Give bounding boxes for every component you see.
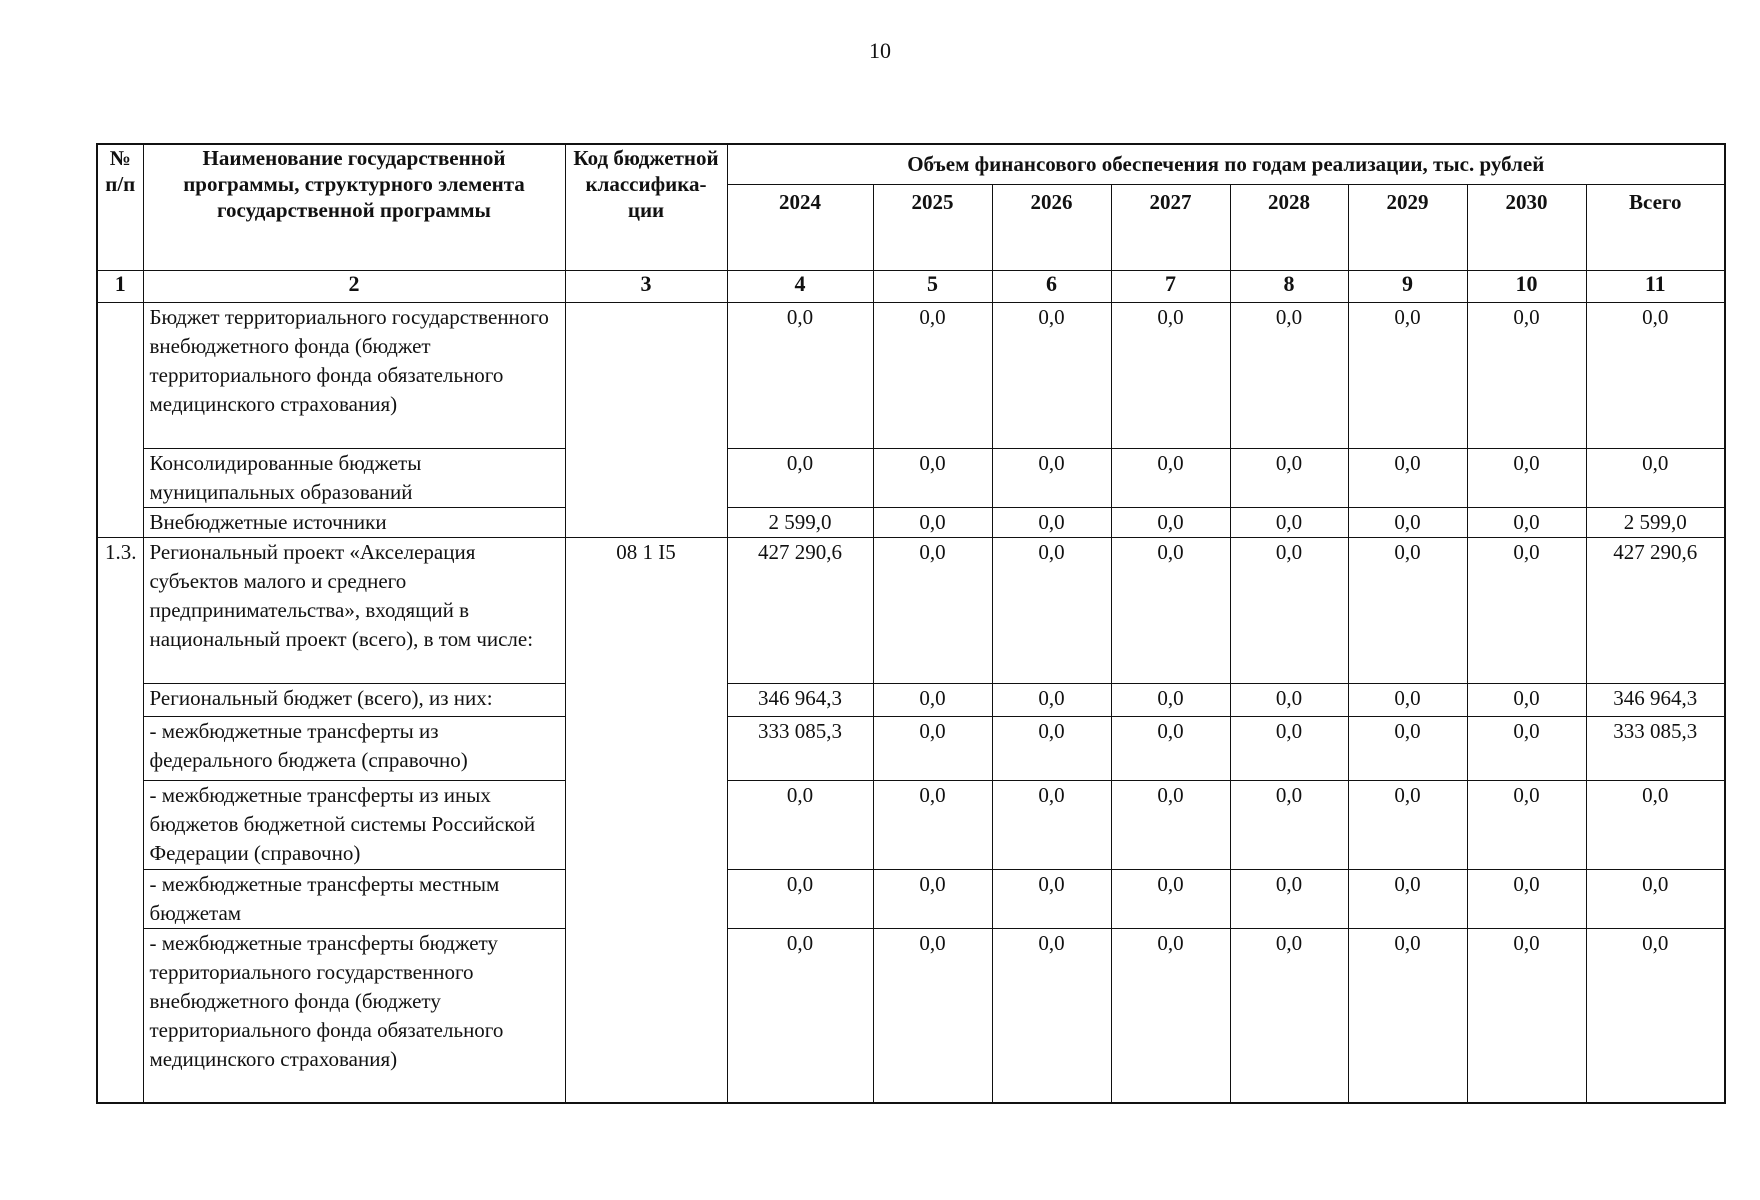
value-cell: 0,0: [1586, 780, 1725, 869]
value-cell: 0,0: [727, 448, 873, 507]
value-cell: 0,0: [873, 780, 992, 869]
table-row: [97, 448, 1725, 507]
value-cell: 0,0: [992, 448, 1111, 507]
value-cell: 0,0: [1111, 683, 1230, 716]
table-row: [97, 507, 1725, 537]
value-cell: 0,0: [1111, 302, 1230, 448]
value-cell: 0,0: [1230, 302, 1348, 448]
value-cell: 0,0: [992, 716, 1111, 780]
column-number: 6: [992, 270, 1111, 302]
row-name: - межбюджетные трансферты из федерального бюджета (справочно): [143, 716, 565, 780]
value-cell: 0,0: [992, 683, 1111, 716]
column-number: 7: [1111, 270, 1230, 302]
value-cell: 333 085,3: [727, 716, 873, 780]
header-year: 2030: [1467, 184, 1586, 270]
row-code-cell: [565, 302, 727, 537]
value-cell: 0,0: [1230, 537, 1348, 683]
header-year: 2025: [873, 184, 992, 270]
table-row: [97, 928, 1725, 1103]
table-row: [97, 537, 1725, 683]
value-cell: 0,0: [1230, 716, 1348, 780]
value-cell: 0,0: [1348, 683, 1467, 716]
value-cell: 0,0: [873, 683, 992, 716]
value-cell: 0,0: [1230, 869, 1348, 928]
value-cell: 0,0: [1348, 507, 1467, 537]
value-cell: 0,0: [1111, 507, 1230, 537]
value-cell: 333 085,3: [1586, 716, 1725, 780]
column-number: 8: [1230, 270, 1348, 302]
value-cell: 0,0: [992, 928, 1111, 1103]
value-cell: 0,0: [1348, 869, 1467, 928]
header-total: Всего: [1586, 184, 1725, 270]
value-cell: 346 964,3: [1586, 683, 1725, 716]
value-cell: 0,0: [1111, 780, 1230, 869]
header-year: 2024: [727, 184, 873, 270]
value-cell: 0,0: [873, 537, 992, 683]
value-cell: 0,0: [727, 302, 873, 448]
column-number: 4: [727, 270, 873, 302]
header-volume: Объем финансового обеспечения по годам реализации, тыс. рублей: [727, 144, 1725, 184]
row-num-cell: [97, 302, 143, 537]
value-cell: 0,0: [1467, 448, 1586, 507]
column-number-row: [97, 270, 1725, 302]
column-number: 9: [1348, 270, 1467, 302]
value-cell: 0,0: [873, 507, 992, 537]
value-cell: 0,0: [1586, 928, 1725, 1103]
header-name: Наименование государственной программы, структурного элемента государственной программы: [143, 144, 565, 270]
row-name: - межбюджетные трансферты из иных бюджетов бюджетной системы Российской Федерации (справочно): [143, 780, 565, 869]
row-name: Региональный проект «Акселерация субъектов малого и среднего предпринимательства», входящий в национальный проект (всего), в том числе:: [143, 537, 565, 683]
table-row: [97, 716, 1725, 780]
value-cell: 0,0: [1111, 448, 1230, 507]
value-cell: 0,0: [1230, 448, 1348, 507]
header-num: № п/п: [97, 144, 143, 270]
column-number: 3: [565, 270, 727, 302]
value-cell: 0,0: [727, 780, 873, 869]
value-cell: 0,0: [992, 537, 1111, 683]
value-cell: 0,0: [1586, 448, 1725, 507]
value-cell: 0,0: [1348, 780, 1467, 869]
value-cell: 0,0: [1586, 302, 1725, 448]
value-cell: 0,0: [1111, 716, 1230, 780]
value-cell: 0,0: [1111, 537, 1230, 683]
value-cell: 0,0: [873, 869, 992, 928]
row-code: 08 1 I5: [565, 537, 727, 1103]
value-cell: 0,0: [727, 928, 873, 1103]
value-cell: 0,0: [1348, 928, 1467, 1103]
value-cell: 0,0: [1230, 507, 1348, 537]
value-cell: 0,0: [1467, 869, 1586, 928]
row-name: Консолидированные бюджеты муниципальных образований: [143, 448, 565, 507]
row-name: - межбюджетные трансферты местным бюджетам: [143, 869, 565, 928]
value-cell: 0,0: [1467, 716, 1586, 780]
value-cell: 0,0: [727, 869, 873, 928]
column-number: 1: [97, 270, 143, 302]
value-cell: 0,0: [1348, 537, 1467, 683]
value-cell: 0,0: [873, 448, 992, 507]
value-cell: 346 964,3: [727, 683, 873, 716]
column-number: 2: [143, 270, 565, 302]
value-cell: 0,0: [992, 869, 1111, 928]
header-year: 2029: [1348, 184, 1467, 270]
row-name: - межбюджетные трансферты бюджету территориального государственного внебюджетного фонда (бюджету территориального фонда обязательного медицинского страхования): [143, 928, 565, 1103]
value-cell: 0,0: [992, 507, 1111, 537]
value-cell: 0,0: [1348, 716, 1467, 780]
value-cell: 427 290,6: [727, 537, 873, 683]
table-row: [97, 683, 1725, 716]
value-cell: 0,0: [1230, 780, 1348, 869]
row-name: Бюджет территориального государственного внебюджетного фонда (бюджет территориального фонда обязательного медицинского страхования): [143, 302, 565, 448]
header-code: Код бюджетной классифика-ции: [565, 144, 727, 270]
page-number: 10: [869, 38, 891, 63]
value-cell: 0,0: [1467, 928, 1586, 1103]
value-cell: 0,0: [1467, 537, 1586, 683]
value-cell: 0,0: [873, 928, 992, 1103]
value-cell: 0,0: [1467, 507, 1586, 537]
table-row: [97, 302, 1725, 448]
value-cell: 0,0: [1467, 780, 1586, 869]
value-cell: 2 599,0: [1586, 507, 1725, 537]
header-year: 2026: [992, 184, 1111, 270]
value-cell: 0,0: [1111, 928, 1230, 1103]
row-name: Региональный бюджет (всего), из них:: [143, 683, 565, 716]
value-cell: 0,0: [873, 716, 992, 780]
value-cell: 0,0: [1111, 869, 1230, 928]
value-cell: 0,0: [992, 302, 1111, 448]
value-cell: 0,0: [1586, 869, 1725, 928]
value-cell: 2 599,0: [727, 507, 873, 537]
budget-table: [96, 143, 1726, 1104]
value-cell: 0,0: [1348, 302, 1467, 448]
value-cell: 0,0: [1230, 683, 1348, 716]
column-number: 11: [1586, 270, 1725, 302]
table-row: [97, 869, 1725, 928]
header-row-1: [97, 144, 1725, 184]
column-number: 10: [1467, 270, 1586, 302]
header-year: 2028: [1230, 184, 1348, 270]
column-number: 5: [873, 270, 992, 302]
value-cell: 0,0: [1467, 683, 1586, 716]
value-cell: 0,0: [1467, 302, 1586, 448]
value-cell: 0,0: [1348, 448, 1467, 507]
table-row: [97, 780, 1725, 869]
row-name: Внебюджетные источники: [143, 507, 565, 537]
value-cell: 0,0: [1230, 928, 1348, 1103]
value-cell: 0,0: [992, 780, 1111, 869]
row-num: 1.3.: [97, 537, 143, 1103]
header-year: 2027: [1111, 184, 1230, 270]
value-cell: 427 290,6: [1586, 537, 1725, 683]
value-cell: 0,0: [873, 302, 992, 448]
